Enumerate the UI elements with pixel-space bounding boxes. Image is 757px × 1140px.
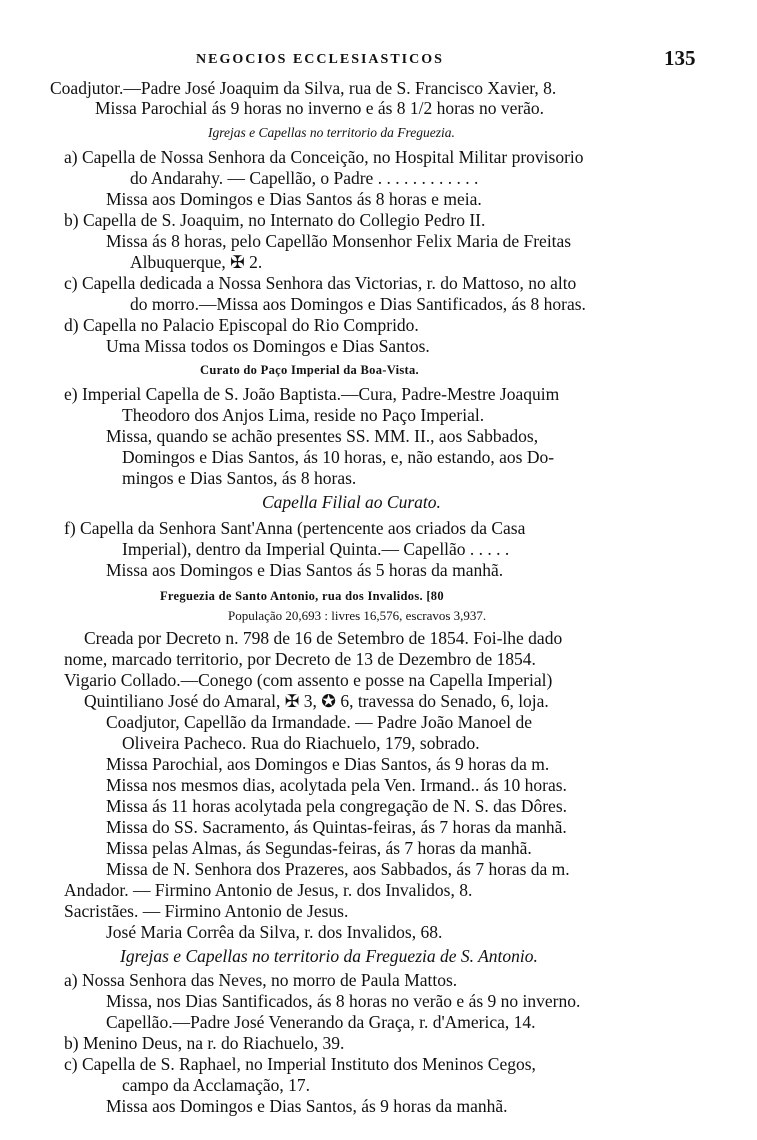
text-line: Imperial), dentro da Imperial Quinta.— Capellão . . . . .	[122, 539, 510, 559]
text-line: d) Capella no Palacio Episcopal do Rio Comprido.	[64, 315, 419, 335]
text-line: Oliveira Pacheco. Rua do Riachuelo, 179, sobrado.	[122, 733, 480, 753]
subheading: Igrejas e Capellas no territorio da Freguezia de S. Antonio.	[120, 946, 538, 966]
text-line: Vigario Collado.—Conego (com assento e posse na Capella Imperial)	[64, 670, 553, 690]
text-line: campo da Acclamação, 17.	[122, 1075, 311, 1095]
text-line: Missa pelas Almas, ás Segundas-feiras, ás 7 horas da manhã.	[106, 838, 532, 858]
text-line: Domingos e Dias Santos, ás 10 horas, e, não estando, aos Do-	[122, 447, 555, 467]
text-line: e) Imperial Capella de S. João Baptista.—Cura, Padre-Mestre Joaquim	[64, 384, 560, 404]
text-line: c) Capella de S. Raphael, no Imperial Instituto dos Meninos Cegos,	[64, 1054, 536, 1074]
text-line: c) Capella dedicada a Nossa Senhora das Victorias, r. do Mattoso, no alto	[64, 273, 577, 293]
page-number: 135	[664, 46, 696, 70]
text-line: b) Capella de S. Joaquim, no Internato do Collegio Pedro II.	[64, 210, 486, 230]
text-line: Theodoro dos Anjos Lima, reside no Paço Imperial.	[122, 405, 485, 425]
text-line: f) Capella da Senhora Sant'Anna (pertencente aos criados da Casa	[64, 518, 526, 538]
text-line: Coadjutor.—Padre José Joaquim da Silva, rua de S. Francisco Xavier, 8.	[50, 78, 557, 98]
text-line: do morro.—Missa aos Domingos e Dias Santificados, ás 8 horas.	[130, 294, 586, 314]
text-line: Missa aos Domingos e Dias Santos, ás 9 horas da manhã.	[106, 1096, 508, 1116]
text-line: Albuquerque, ✠ 2.	[130, 252, 263, 272]
text-line: Missa Parochial ás 9 horas no inverno e ás 8 1/2 horas no verão.	[95, 98, 545, 118]
text-line: Missa de N. Senhora dos Prazeres, aos Sabbados, ás 7 horas da m.	[106, 859, 570, 879]
subheading: Igrejas e Capellas no territorio da Freguezia.	[208, 125, 455, 140]
text-line: Missa aos Domingos e Dias Santos ás 5 horas da manhã.	[106, 560, 504, 580]
text-line: do Andarahy. — Capellão, o Padre . . . . . . . . . . . .	[130, 168, 479, 188]
text-line: Missa, quando se achão presentes SS. MM. II., aos Sabbados,	[106, 426, 539, 446]
text-line: Missa ás 8 horas, pelo Capellão Monsenhor Felix Maria de Freitas	[106, 231, 572, 251]
subheading: Capella Filial ao Curato.	[262, 492, 441, 512]
text-line: Missa Parochial, aos Domingos e Dias Santos, ás 9 horas da m.	[106, 754, 550, 774]
text-line: Coadjutor, Capellão da Irmandade. — Padre João Manoel de	[106, 712, 532, 732]
text-line: Uma Missa todos os Domingos e Dias Santos.	[106, 336, 430, 356]
text-line: Sacristães. — Firmino Antonio de Jesus.	[64, 901, 349, 921]
text-line: Missa, nos Dias Santificados, ás 8 horas no verão e ás 9 no inverno.	[106, 991, 581, 1011]
text-line: Missa ás 11 horas acolytada pela congregação de N. S. das Dôres.	[106, 796, 568, 816]
section-heading: Freguezia de Santo Antonio, rua dos Invalidos. [80	[160, 589, 444, 603]
text-line: José Maria Corrêa da Silva, r. dos Invalidos, 68.	[106, 922, 443, 942]
text-line: b) Menino Deus, na r. do Riachuelo, 39.	[64, 1033, 345, 1053]
text-line: Andador. — Firmino Antonio de Jesus, r. dos Invalidos, 8.	[64, 880, 473, 900]
text-line: Missa nos mesmos dias, acolytada pela Ven. Irmand.. ás 10 horas.	[106, 775, 567, 795]
text-line: Creada por Decreto n. 798 de 16 de Setembro de 1854. Foi-lhe dado	[84, 628, 563, 648]
running-header-title: NEGOCIOS ECCLESIASTICOS	[196, 52, 444, 67]
text-line: Capellão.—Padre José Venerando da Graça, r. d'America, 14.	[106, 1012, 536, 1032]
text-line: nome, marcado territorio, por Decreto de 13 de Dezembro de 1854.	[64, 649, 536, 669]
text-line: mingos e Dias Santos, ás 8 horas.	[122, 468, 357, 488]
population-line: População 20,693 : livres 16,576, escravos 3,937.	[228, 608, 487, 623]
text-line: Missa aos Domingos e Dias Santos ás 8 horas e meia.	[106, 189, 482, 209]
text-line: a) Capella de Nossa Senhora da Conceição, no Hospital Militar provisorio	[64, 147, 584, 167]
text-line: Quintiliano José do Amaral, ✠ 3, ✪ 6, travessa do Senado, 6, loja.	[84, 691, 549, 711]
section-heading: Curato do Paço Imperial da Boa-Vista.	[200, 363, 419, 377]
text-line: a) Nossa Senhora das Neves, no morro de Paula Mattos.	[64, 970, 458, 990]
text-line: Missa do SS. Sacramento, ás Quintas-feiras, ás 7 horas da manhã.	[106, 817, 567, 837]
